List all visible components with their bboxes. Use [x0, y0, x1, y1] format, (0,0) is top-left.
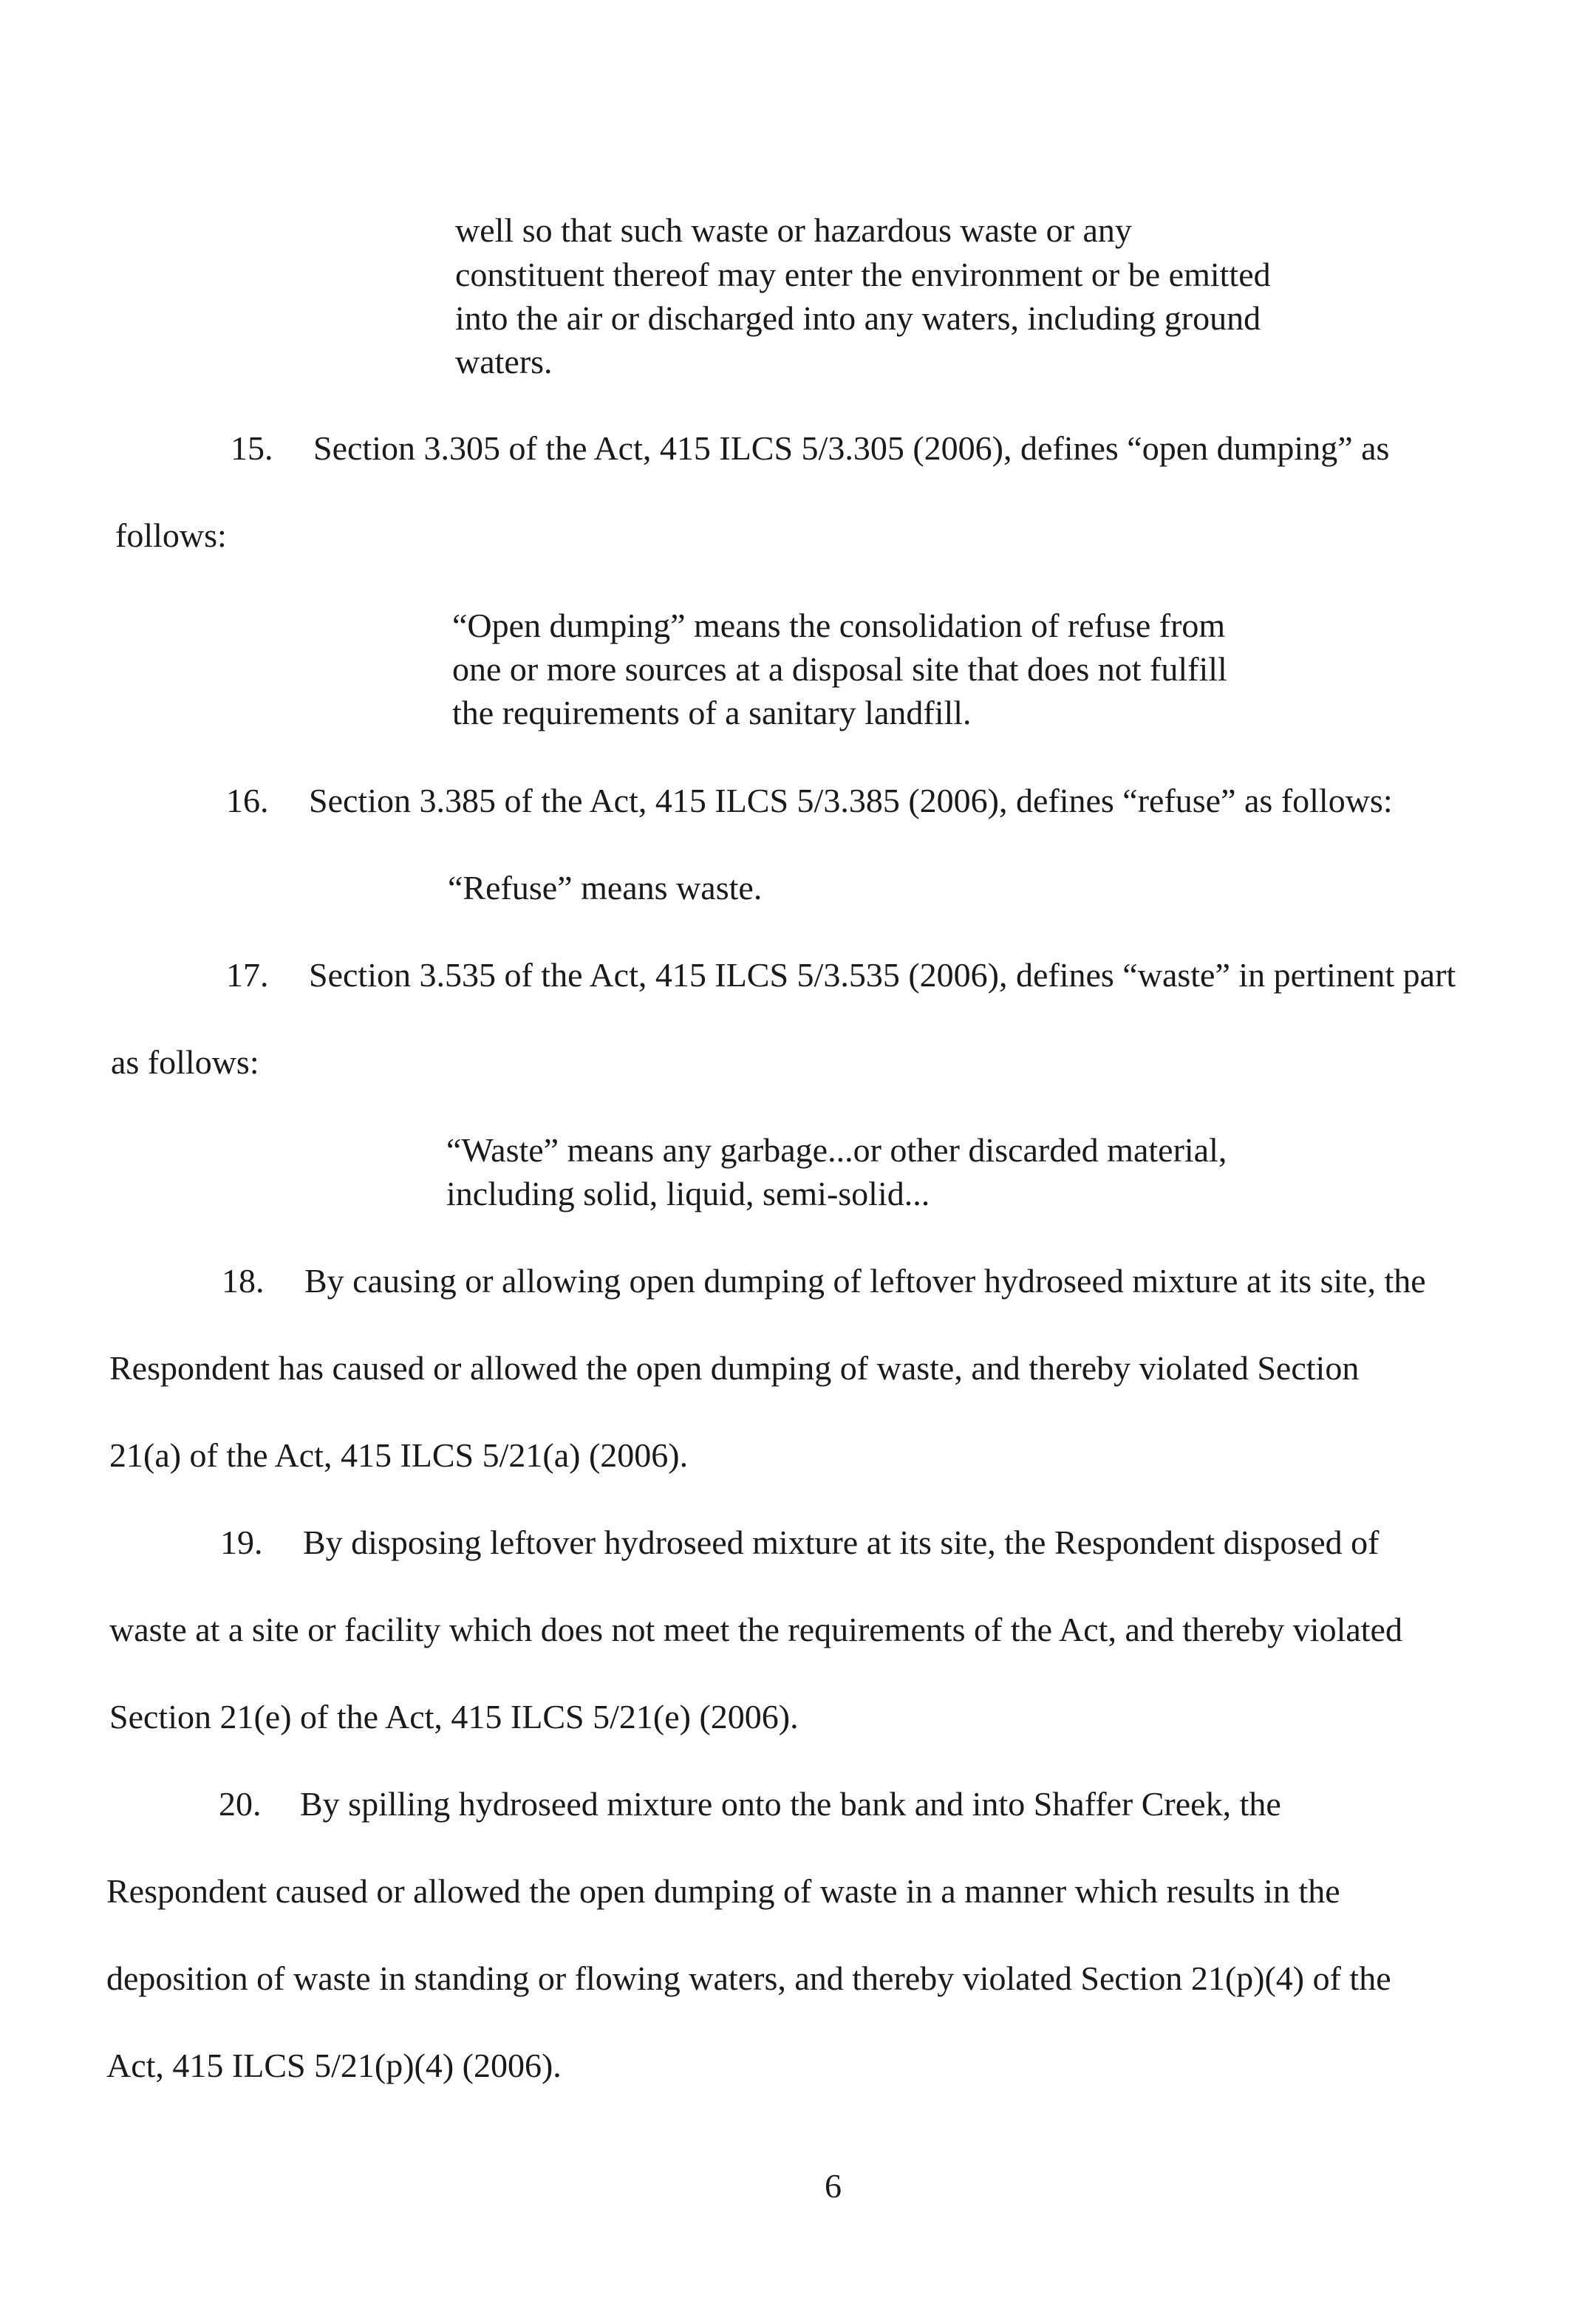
- quote-line: constituent thereof may enter the environment or be emitted: [455, 256, 1271, 293]
- paragraph-19-line: Section 21(e) of the Act, 415 ILCS 5/21(e) (2006).: [109, 1698, 799, 1736]
- quote-line: “Open dumping” means the consolidation of refuse from: [452, 607, 1226, 644]
- paragraph-18-text: By causing or allowing open dumping of leftover hydroseed mixture at its site, the: [304, 1262, 1426, 1300]
- paragraph-20-text: By spilling hydroseed mixture onto the bank and into Shaffer Creek, the: [300, 1785, 1281, 1823]
- quote-line: waters.: [455, 343, 553, 381]
- paragraph-number-15: 15.: [231, 429, 273, 467]
- paragraph-20-line: Respondent caused or allowed the open dumping of waste in a manner which results in the: [106, 1872, 1340, 1910]
- paragraph-number-18: 18.: [222, 1262, 265, 1300]
- quote-line: including solid, liquid, semi-solid...: [446, 1175, 930, 1212]
- quote-line: “Refuse” means waste.: [448, 869, 763, 907]
- quote-line: into the air or discharged into any waters, including ground: [455, 299, 1261, 337]
- paragraph-15-text: Section 3.305 of the Act, 415 ILCS 5/3.305 (2006), defines “open dumping” as: [313, 429, 1390, 467]
- quote-line: the requirements of a sanitary landfill.: [452, 694, 972, 731]
- page-number: 6: [825, 2167, 842, 2205]
- quote-line: “Waste” means any garbage...or other discarded material,: [446, 1131, 1227, 1169]
- paragraph-19-text: By disposing leftover hydroseed mixture at its site, the Respondent disposed of: [303, 1523, 1380, 1561]
- paragraph-number-20: 20.: [219, 1785, 262, 1823]
- paragraph-18-line: Respondent has caused or allowed the open dumping of waste, and thereby violated Section: [109, 1349, 1360, 1387]
- paragraph-17-text: Section 3.535 of the Act, 415 ILCS 5/3.535 (2006), defines “waste” in pertinent part: [309, 956, 1456, 994]
- paragraph-number-16: 16.: [226, 782, 269, 819]
- paragraph-19-line: waste at a site or facility which does not meet the requirements of the Act, and thereby violated: [109, 1611, 1402, 1648]
- paragraph-18-line: 21(a) of the Act, 415 ILCS 5/21(a) (2006).: [109, 1436, 689, 1474]
- paragraph-17-continuation: as follows:: [111, 1043, 259, 1081]
- paragraph-number-17: 17.: [226, 956, 269, 994]
- paragraph-20-line: deposition of waste in standing or flowing waters, and thereby violated Section 21(p)(4) of the: [106, 1959, 1391, 1997]
- paragraph-16-text: Section 3.385 of the Act, 415 ILCS 5/3.385 (2006), defines “refuse” as follows:: [309, 782, 1393, 819]
- paragraph-15-continuation: follows:: [115, 516, 227, 554]
- quote-line: one or more sources at a disposal site that does not fulfill: [452, 650, 1227, 688]
- paragraph-number-19: 19.: [220, 1523, 263, 1561]
- quote-line: well so that such waste or hazardous waste or any: [455, 211, 1132, 249]
- paragraph-20-line: Act, 415 ILCS 5/21(p)(4) (2006).: [106, 2047, 562, 2084]
